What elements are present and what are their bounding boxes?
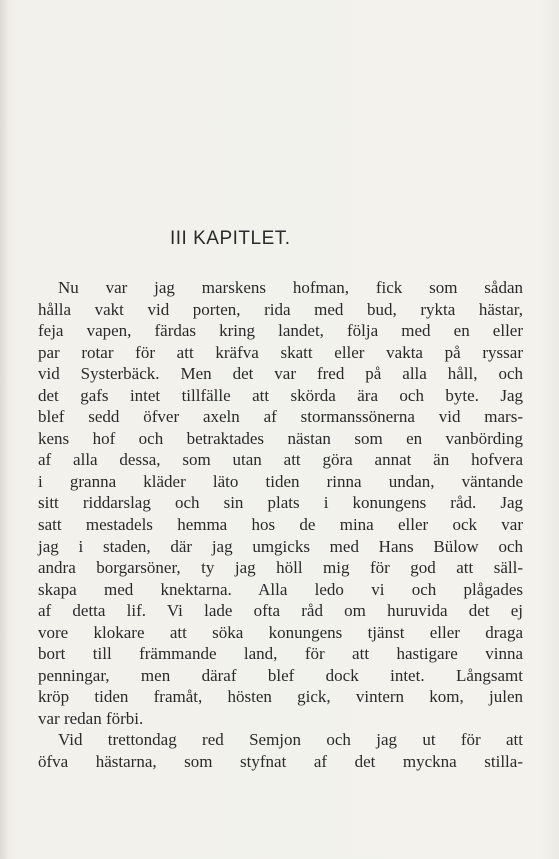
- text-line: par rotar för att kräfva skatt eller vakta på ryssar: [38, 342, 523, 362]
- text-line: vore klokare att söka konungens tjänst eller draga: [38, 622, 523, 642]
- text-line: skapa med knektarna. Alla ledo vi och plågades: [38, 579, 523, 599]
- text-line: satt mestadels hemma hos de mina eller ock var: [38, 515, 523, 535]
- chapter-body-text: [38, 277, 523, 773]
- text-line: kröp tiden framåt, hösten gick, vintern kom, julen: [38, 687, 523, 707]
- text-line: af alla dessa, som utan att göra annat än hofvera: [38, 450, 523, 470]
- text-line: sitt riddarslag och sin plats i konungens råd. Jag: [38, 493, 523, 513]
- text-line: andra borgarsöner, ty jag höll mig för god att säll-: [38, 558, 523, 578]
- text-line: bort till främmande land, för att hastigare vinna: [38, 644, 523, 664]
- page-edge-shadow: [0, 0, 8, 859]
- text-line: feja vapen, färdas kring landet, följa med en eller: [38, 321, 523, 341]
- text-line: kens hof och betraktades nästan som en vanbörding: [38, 428, 523, 448]
- text-line: hålla vakt vid porten, rida med bud, rykta hästar,: [38, 299, 523, 319]
- chapter-heading: III KAPITLET.: [170, 228, 291, 249]
- text-line: det gafs intet tillfälle att skörda ära och byte. Jag: [38, 385, 523, 405]
- text-line: jag i staden, där jag umgicks med Hans Bülow och: [38, 536, 523, 556]
- text-line: Vid trettondag red Semjon och jag ut för att: [58, 730, 523, 750]
- text-line: blef sedd öfver axeln af stormanssönerna vid mars-: [38, 407, 523, 427]
- text-line: penningar, men däraf blef dock intet. Långsamt: [38, 665, 523, 685]
- text-line: var redan förbi.: [38, 708, 144, 728]
- text-line: öfva hästarna, som styfnat af det myckna stilla-: [38, 752, 523, 772]
- text-line: Nu var jag marskens hofman, fick som sådan: [58, 278, 523, 297]
- text-line: af detta lif. Vi lade ofta råd om huruvida det ej: [38, 601, 523, 621]
- text-line: i granna kläder läto tiden rinna undan, väntande: [38, 471, 523, 491]
- text-line: vid Systerbäck. Men det var fred på alla håll, och: [38, 364, 523, 384]
